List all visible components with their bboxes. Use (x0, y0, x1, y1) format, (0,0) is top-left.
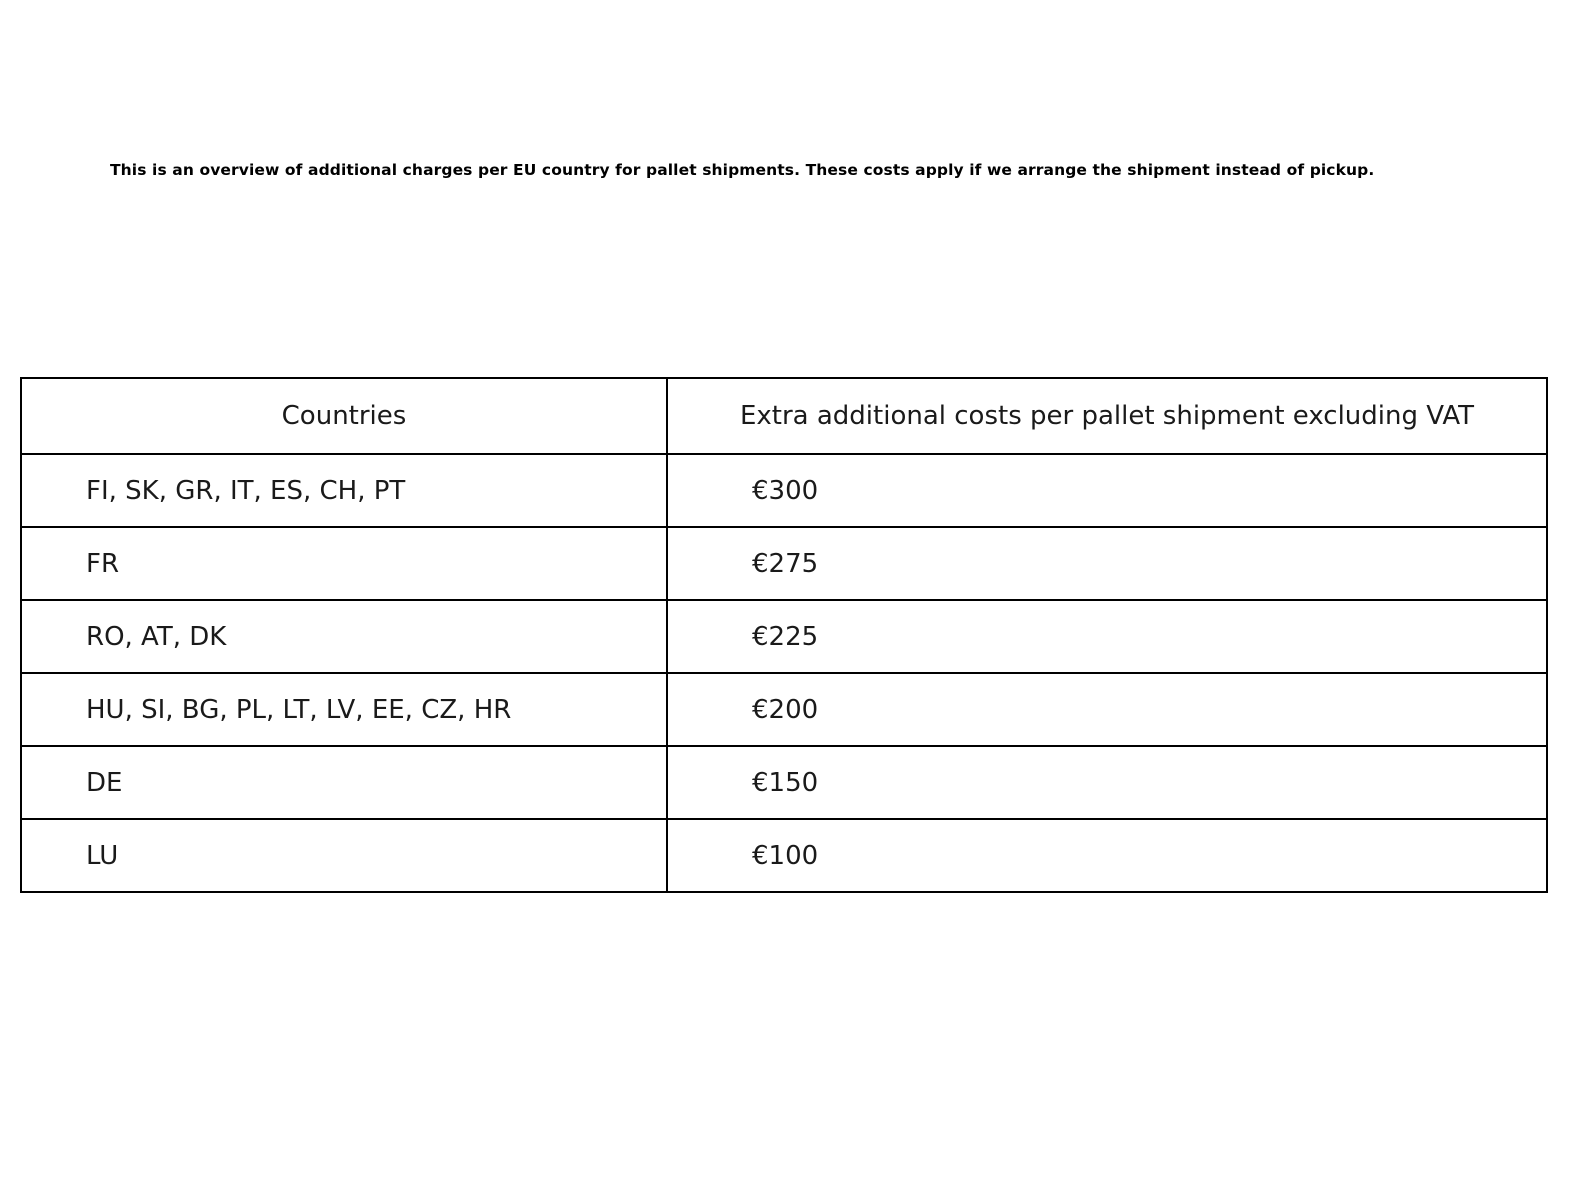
cell-cost: €300 (667, 454, 1547, 527)
table-row (21, 600, 1547, 673)
cell-countries: DE (21, 746, 667, 819)
cell-countries: LU (21, 819, 667, 892)
table-header-row (21, 378, 1547, 454)
table-header (21, 378, 1547, 454)
cell-cost: €100 (667, 819, 1547, 892)
cell-countries: RO, AT, DK (21, 600, 667, 673)
cell-countries: FR (21, 527, 667, 600)
table-row (21, 527, 1547, 600)
cell-cost: €200 (667, 673, 1547, 746)
cell-cost: €225 (667, 600, 1547, 673)
table-row (21, 746, 1547, 819)
cell-countries: HU, SI, BG, PL, LT, LV, EE, CZ, HR (21, 673, 667, 746)
charges-table (20, 377, 1548, 893)
column-header-cost: Extra additional costs per pallet shipment excluding VAT (667, 378, 1547, 454)
table-row (21, 454, 1547, 527)
cell-cost: €150 (667, 746, 1547, 819)
cell-cost: €275 (667, 527, 1547, 600)
charges-table-container (20, 377, 1548, 893)
table-row (21, 819, 1547, 892)
table-row (21, 673, 1547, 746)
column-header-countries: Countries (21, 378, 667, 454)
intro-note: This is an overview of additional charges per EU country for pallet shipments. These costs apply if we arrange the shipment instead of pickup. (110, 161, 1375, 179)
cell-countries: FI, SK, GR, IT, ES, CH, PT (21, 454, 667, 527)
table-body (21, 454, 1547, 892)
